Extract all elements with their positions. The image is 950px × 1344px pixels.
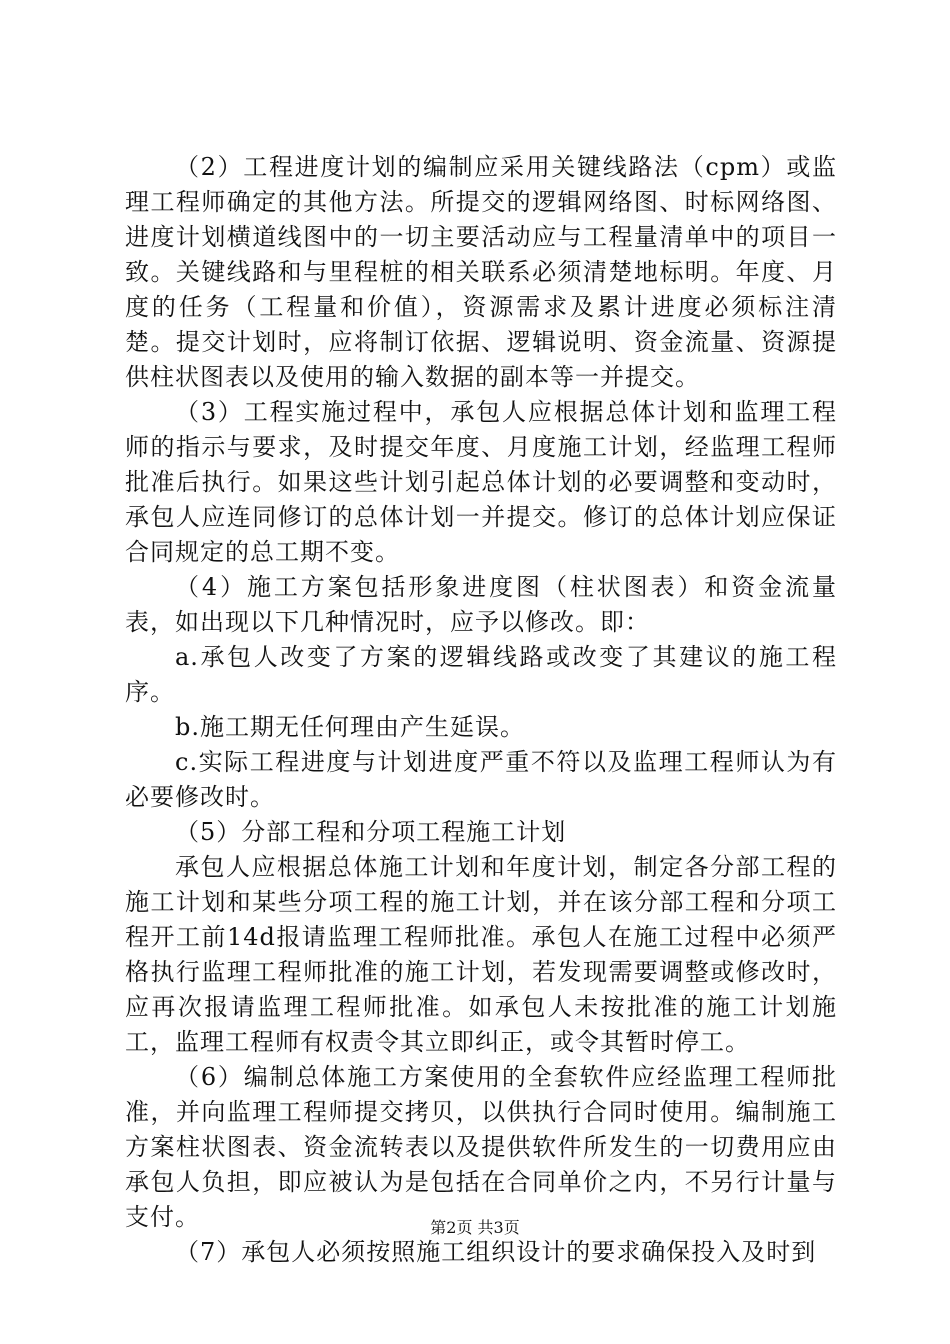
paragraph-item-7: （7）承包人必须按照施工组织设计的要求确保投入及时到 <box>175 1238 817 1266</box>
page-footer <box>0 1218 950 1238</box>
page-number-label: 第2页 共3页 <box>430 1218 520 1237</box>
section-heading-5: （5）分部工程和分项工程施工计划 <box>175 818 567 846</box>
paragraph-item-3: （3）工程实施过程中，承包人应根据总体计划和监理工程师的指示与要求，及时提交年度、月度施工计划，经监理工程师批准后执行。如果这些计划引起总体计划的必要调整和变动时，承包人应连同修订的总体计划一并提交。修订的总体计划应保证合同规定的总工期不变。 <box>125 398 837 566</box>
list-item-c: c.实际工程进度与计划进度严重不符以及监理工程师认为有必要修改时。 <box>125 748 837 811</box>
paragraph-item-2: （2）工程进度计划的编制应采用关键线路法（cpm）或监理工程师确定的其他方法。所提交的逻辑网络图、时标网络图、进度计划横道线图中的一切主要活动应与工程量清单中的项目一致。关键线路和与里程桩的相关联系必须清楚地标明。年度、月度的任务（工程量和价值），资源需求及累计进度必须标注清楚。提交计划时，应将制订依据、逻辑说明、资金流量、资源提供柱状图表以及使用的输入数据的副本等一并提交。 <box>125 153 837 391</box>
paragraph-item-5-body: 承包人应根据总体施工计划和年度计划，制定各分部工程的施工计划和某些分项工程的施工计划，并在该分部工程和分项工程开工前14d报请监理工程师批准。承包人在施工过程中必须严格执行监理工程师批准的施工计划，若发现需要调整或修改时，应再次报请监理工程师批准。如承包人未按批准的施工计划施工，监理工程师有权责令其立即纠正，或令其暂时停工。 <box>125 853 837 1056</box>
paragraph-item-4: （4）施工方案包括形象进度图（柱状图表）和资金流量表，如出现以下几种情况时，应予以修改。即： <box>125 573 837 636</box>
document-body <box>125 150 837 1270</box>
paragraph-item-6: （6）编制总体施工方案使用的全套软件应经监理工程师批准，并向监理工程师提交拷贝，以供执行合同时使用。编制施工方案柱状图表、资金流转表以及提供软件所发生的一切费用应由承包人负担，即应被认为是包括在合同单价之内，不另行计量与支付。 <box>125 1063 837 1231</box>
list-item-b: b.施工期无任何理由产生延误。 <box>175 713 525 741</box>
list-item-a: a.承包人改变了方案的逻辑线路或改变了其建议的施工程序。 <box>125 643 837 706</box>
